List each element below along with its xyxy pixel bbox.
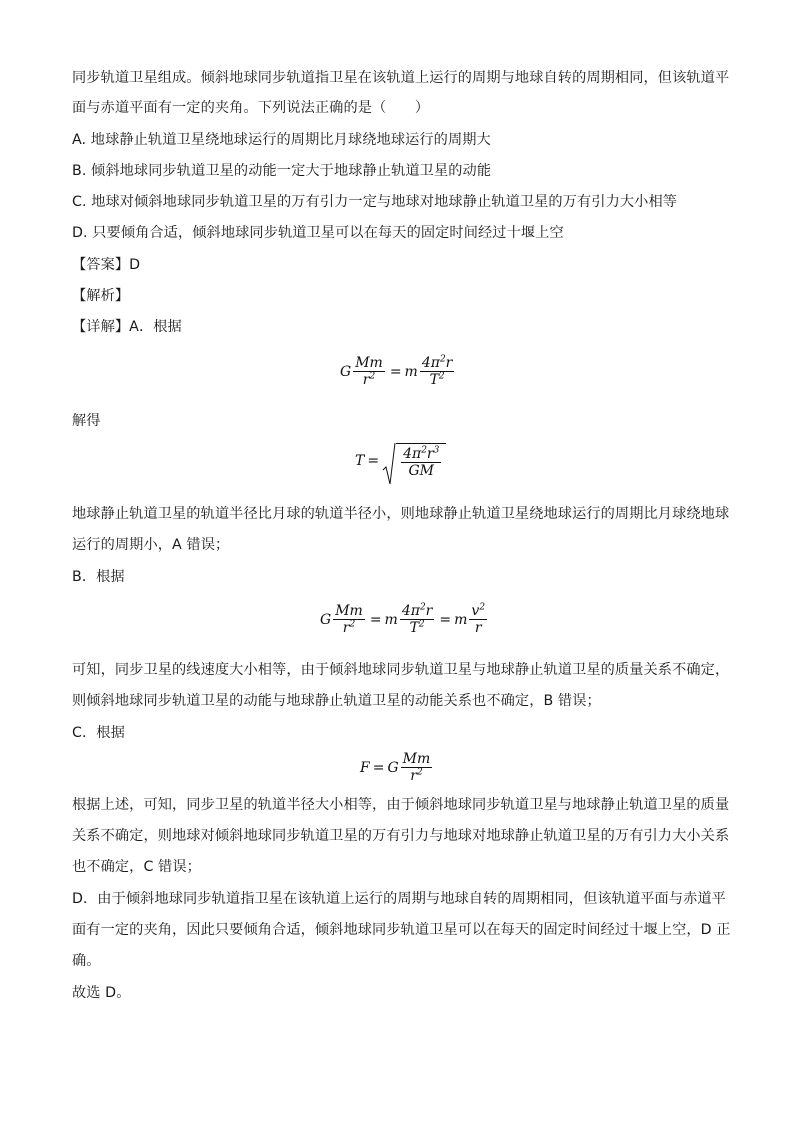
detail-a-intro: 【详解】A．根据 [72,319,182,335]
sqrt-radical [382,442,446,479]
detail-c-text-2: 关系不确定，则地球对倾斜地球同步轨道卫星的万有引力与地球对地球静止轨道卫星的万有引力大小关系 [72,828,730,844]
answer-label: 【答案】D [72,257,141,273]
option-c: C. 地球对倾斜地球同步轨道卫星的万有引力一定与地球对地球静止轨道卫星的万有引力大小相等 [72,194,678,210]
radical-sign-icon [382,442,396,486]
fraction: $\frac{Mm}{r^2}$ [335,603,363,636]
detail-a-text-2: 运行的周期小，A 错误； [72,537,230,553]
analysis-label: 【解析】 [72,288,130,304]
detail-d-text-2: 面有一定的夹角，因此只要倾角合适，倾斜地球同步轨道卫星可以在每天的固定时间经过十堰上空，D 正 [72,922,731,938]
formula-gravity-velocity: G $\frac{Mm}{r^2}$ = m $\frac{4\pi^2r}{T^2}$ = m $\frac{v^2}{r}$ [320,602,486,636]
detail-b-text-2: 则倾斜地球同步轨道卫星的动能与地球静止轨道卫星的动能关系也不确定，B 错误； [72,693,601,709]
detail-c-text-3: 也不确定，C 错误； [72,859,201,875]
detail-d-text-1: D．由于倾斜地球同步轨道指卫星在该轨道上运行的周期与地球自转的周期相同，但该轨道平面与赤道平 [72,891,726,907]
detail-c-text-1: 根据上述，可知，同步卫星的轨道半径大小相等，由于倾斜地球同步轨道卫星与地球静止轨道卫星的质量 [72,797,730,813]
formula-period-solution: T = $\frac{4\pi^2r^3}{GM}$ [355,442,446,479]
detail-b-intro: B．根据 [72,569,125,585]
detail-b-text-1: 可知，同步卫星的线速度大小相等，由于倾斜地球同步轨道卫星与地球静止轨道卫星的质量关系不确定， [72,662,730,678]
fraction: $\frac{v^2}{r}$ [471,602,486,636]
fraction: $\frac{4\pi^2r^3}{GM}$ [403,445,440,479]
fraction: $\frac{4\pi^2r}{T^2}$ [401,602,433,636]
option-d: D. 只要倾角合适，倾斜地球同步轨道卫星可以在每天的固定时间经过十堰上空 [72,225,564,241]
formula-gravitational-force: F = G $\frac{Mm}{r^2}$ [360,751,431,784]
option-a: A. 地球静止轨道卫星绕地球运行的周期比月球绕地球运行的周期大 [72,132,491,148]
detail-c-intro: C．根据 [72,725,125,741]
option-b: B. 倾斜地球同步轨道卫星的动能一定大于地球静止轨道卫星的动能 [72,163,492,179]
fraction: $\frac{4\pi^2r}{T^2}$ [421,354,453,388]
question-text-line-2: 面与赤道平面有一定的夹角。下列说法正确的是（ ） [72,100,430,116]
solve-label: 解得 [72,413,101,429]
question-text-line-1: 同步轨道卫星组成。倾斜地球同步轨道指卫星在该轨道上运行的周期与地球自转的周期相同，但该轨道平 [72,70,730,86]
conclusion: 故选 D。 [72,985,131,1001]
formula-gravity-period: G $\frac{Mm}{r^2}$ = m $\frac{4\pi^2r}{T^2}$ [340,354,453,388]
fraction: $\frac{Mm}{r^2}$ [402,751,431,784]
fraction: $\frac{Mm}{r^2}$ [355,355,383,388]
detail-d-text-3: 确。 [72,953,101,969]
detail-a-text-1: 地球静止轨道卫星的轨道半径比月球的轨道半径小，则地球静止轨道卫星绕地球运行的周期比月球绕地球 [72,506,730,522]
